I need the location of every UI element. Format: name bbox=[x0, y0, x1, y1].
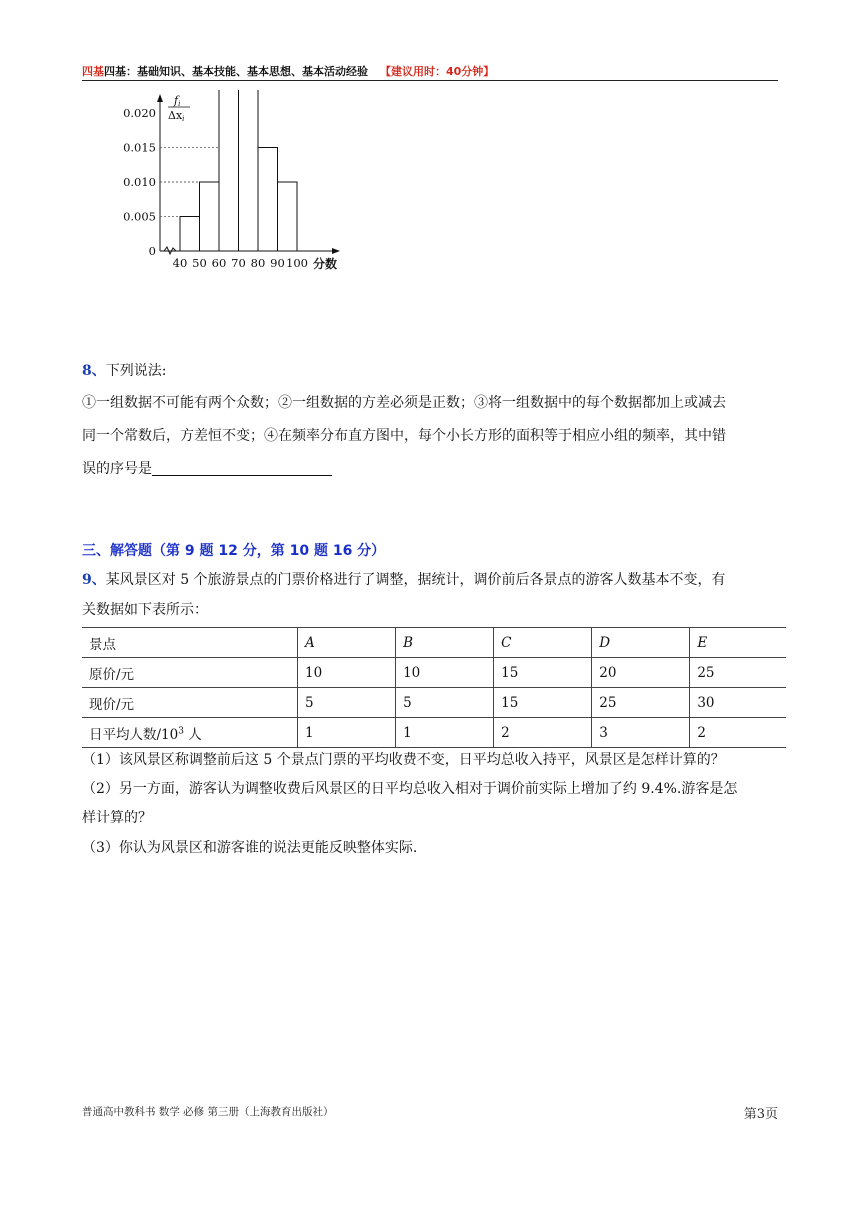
table-cell: 10 bbox=[298, 658, 396, 688]
table-cell: 10 bbox=[396, 658, 494, 688]
x-tick-label: 90 bbox=[270, 256, 285, 270]
ylabel-top: fi bbox=[174, 94, 181, 108]
q8-line2: 同一个常数后，方差恒不变；④在频率分布直方图中，每个小长方形的面积等于相应小组的频率，其中错 bbox=[82, 428, 726, 444]
table-cell: 20 bbox=[592, 658, 690, 688]
table-cell: 1 bbox=[298, 718, 396, 748]
y-tick-label: 0.015 bbox=[123, 140, 156, 155]
header-left: 四基：基础知识、基本技能、基本思想、基本活动经验 bbox=[104, 65, 368, 78]
x-tick-label: 70 bbox=[231, 256, 246, 270]
table-header-cell: E bbox=[690, 628, 786, 658]
q8-title: 下列说法: bbox=[105, 363, 167, 379]
table-row bbox=[82, 688, 786, 718]
footer-book-title: 普通高中教科书 数学 必修 第三册（上海教育出版社） bbox=[82, 1106, 334, 1118]
histogram-bar bbox=[200, 182, 220, 251]
header-time: 【建议用时：40分钟】 bbox=[380, 65, 495, 78]
q9-part1: （1）该风景区称调整前后这 5 个景点门票的平均收费不变，日平均总收入持平，风景区是怎样计算的？ bbox=[82, 752, 725, 768]
table-cell: 1 bbox=[396, 718, 494, 748]
table-cell: 5 bbox=[396, 688, 494, 718]
table-header-cell: C bbox=[494, 628, 592, 658]
table-header-cell: 景点 bbox=[82, 628, 298, 658]
table-cell: 原价/元 bbox=[82, 658, 298, 688]
question-8 bbox=[82, 357, 778, 484]
price-table bbox=[82, 627, 786, 748]
histogram-bar bbox=[239, 90, 259, 251]
table-cell: 30 bbox=[690, 688, 786, 718]
table-header-cell: A bbox=[298, 628, 396, 658]
histogram-bar bbox=[219, 90, 239, 251]
q9-part3: （3）你认为风景区和游客谁的说法更能反映整体实际. bbox=[82, 840, 418, 856]
table-cell: 15 bbox=[494, 658, 592, 688]
section-title: 三、解答题（第 9 题 12 分，第 10 题 16 分） bbox=[82, 543, 386, 559]
table-header-cell: D bbox=[592, 628, 690, 658]
q9-part2: （2）另一方面，游客认为调整收费后风景区的日平均总收入相对于调价前实际上增加了约 9.4%.游客是怎 样计算的？ bbox=[82, 781, 738, 826]
y-tick-label: 0.010 bbox=[123, 175, 156, 189]
q9-line1: 某风景区对 5 个旅游景点的门票价格进行了调整，据统计，调价前后各景点的游客人数基本不变，有 bbox=[105, 572, 726, 588]
q9-line2: 关数据如下表所示： bbox=[82, 602, 208, 618]
q8-line3: 误的序号是 bbox=[82, 461, 152, 477]
table-cell: 25 bbox=[592, 688, 690, 718]
header-rule bbox=[82, 80, 778, 81]
table-cell: 5 bbox=[298, 688, 396, 718]
x-tick-label: 80 bbox=[250, 256, 266, 270]
q9-number: 9、 bbox=[82, 572, 106, 588]
table-cell: 2 bbox=[494, 718, 592, 748]
x-tick-label: 60 bbox=[211, 256, 227, 270]
x-tick-label: 50 bbox=[192, 256, 207, 270]
histogram-chart bbox=[108, 90, 368, 280]
footer-page-number: 第3页 bbox=[743, 1107, 778, 1122]
table-cell: 3 bbox=[592, 718, 690, 748]
table-header-row bbox=[82, 628, 786, 658]
x-tick-label: 40 bbox=[172, 256, 188, 270]
y-tick-label: 0.020 bbox=[123, 106, 156, 120]
table-cell: 现价/元 bbox=[82, 688, 298, 718]
x-tick-label: 100 bbox=[286, 256, 308, 270]
histogram-bar bbox=[258, 148, 278, 252]
ylabel-bottom: Δxi bbox=[168, 109, 185, 123]
y-axis-arrow bbox=[157, 94, 163, 102]
table-cell: 日平均人数$/10^3$ 人 bbox=[82, 718, 298, 748]
answer-blank[interactable] bbox=[152, 459, 332, 476]
q8-line1: ①一组数据不可能有两个众数；②一组数据的方差必须是正数；③将一组数据中的每个数据都加上或减去 bbox=[82, 395, 726, 411]
table-row bbox=[82, 718, 786, 748]
header-badge: 四基 bbox=[82, 65, 104, 78]
table-row bbox=[82, 658, 786, 688]
histogram-bar bbox=[278, 182, 298, 251]
x-axis-title: 分数 bbox=[313, 257, 338, 271]
question-9 bbox=[82, 565, 778, 625]
table-cell: 25 bbox=[690, 658, 786, 688]
histogram-bar bbox=[180, 217, 200, 252]
table-header-cell: B bbox=[396, 628, 494, 658]
y-tick-label: 0.005 bbox=[123, 209, 156, 224]
q8-number: 8、 bbox=[82, 363, 106, 379]
table-cell: 2 bbox=[690, 718, 786, 748]
page-header bbox=[82, 63, 778, 79]
y-tick-label: 0 bbox=[148, 244, 156, 258]
x-axis-arrow bbox=[332, 248, 340, 254]
table-cell: 15 bbox=[494, 688, 592, 718]
